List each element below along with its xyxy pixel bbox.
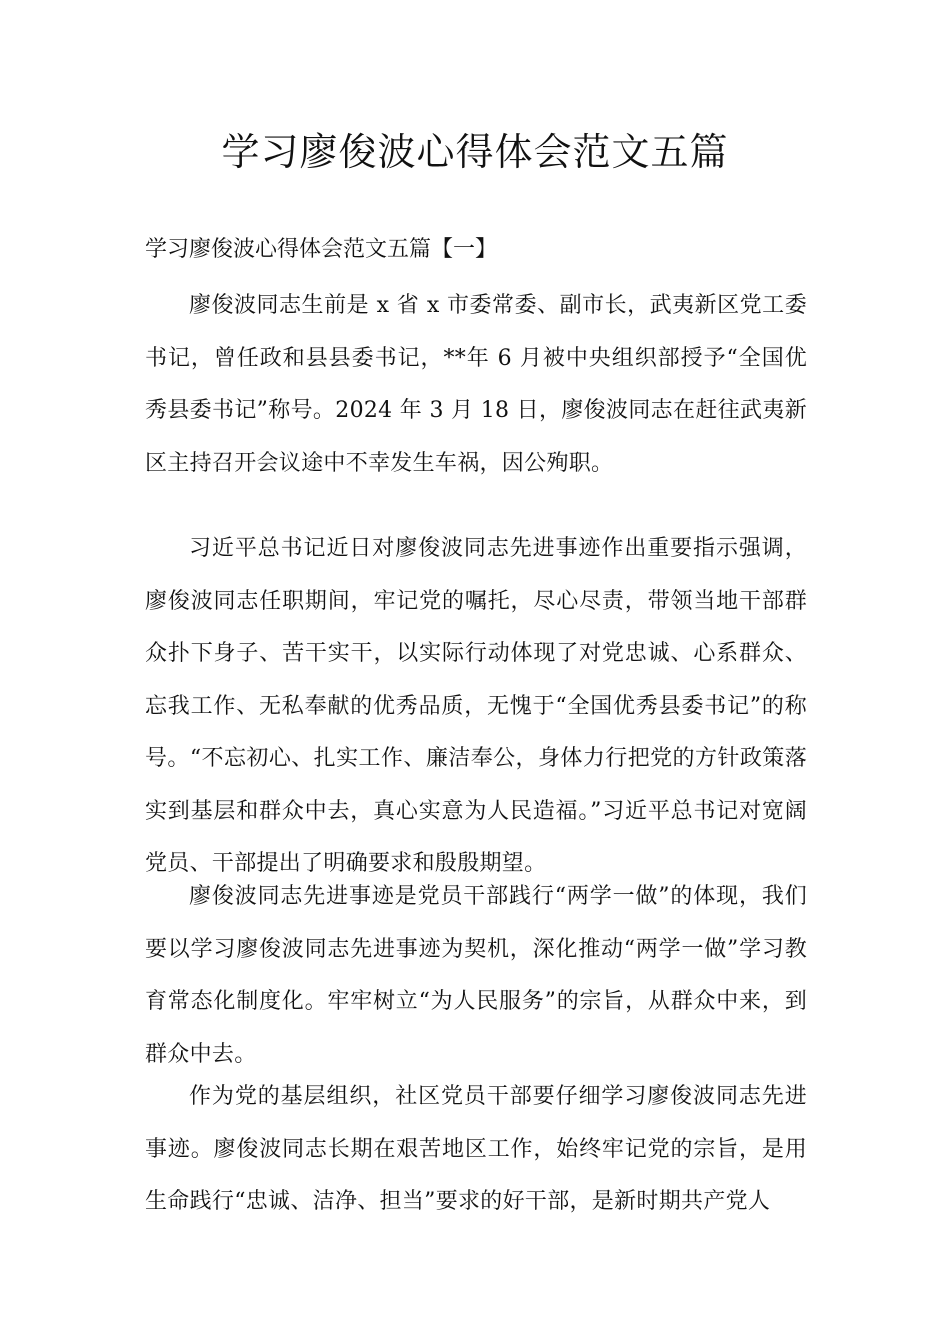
- paragraph-4: 作为党的基层组织，社区党员干部要仔细学习廖俊波同志先进事迹。廖俊波同志长期在艰苦地区工作，始终牢记党的宗旨，是用生命践行“忠诚、洁净、担当”要求的好干部，是新时期共产党人: [145, 1084, 807, 1214]
- paragraph-2: 习近平总书记近日对廖俊波同志先进事迹作出重要指示强调，廖俊波同志任职期间，牢记党的嘱托，尽心尽责，带领当地干部群众扑下身子、苦干实干，以实际行动体现了对党忠诚、心系群众、忘我工作、无私奉献的优秀品质，无愧于“全国优秀县委书记”的称号。“不忘初心、扎实工作、廉洁奉公，身体力行把党的方针政策落实到基层和群众中去，真心实意为人民造福。”习近平总书记对宽阔党员、干部提出了明确要求和殷殷期望。: [145, 536, 807, 876]
- paragraph-3: 廖俊波同志先进事迹是党员干部践行“两学一做”的体现，我们要以学习廖俊波同志先进事迹为契机，深化推动“两学一做”学习教育常态化制度化。牢牢树立“为人民服务”的宗旨，从群众中来，到群众中去。: [145, 884, 807, 1067]
- section-heading: 学习廖俊波心得体会范文五篇【一】: [145, 237, 498, 262]
- document-title: 学习廖俊波心得体会范文五篇: [221, 130, 729, 174]
- paragraph-1: 廖俊波同志生前是 x 省 x 市委常委、副市长，武夷新区党工委书记，曾任政和县县委书记，**年 6 月被中央组织部授予“全国优秀县委书记”称号。2024 年 3 月 18 日，廖俊波同志在赶往武夷新区主持召开会议途中不幸发生车祸，因公殉职。: [145, 293, 807, 476]
